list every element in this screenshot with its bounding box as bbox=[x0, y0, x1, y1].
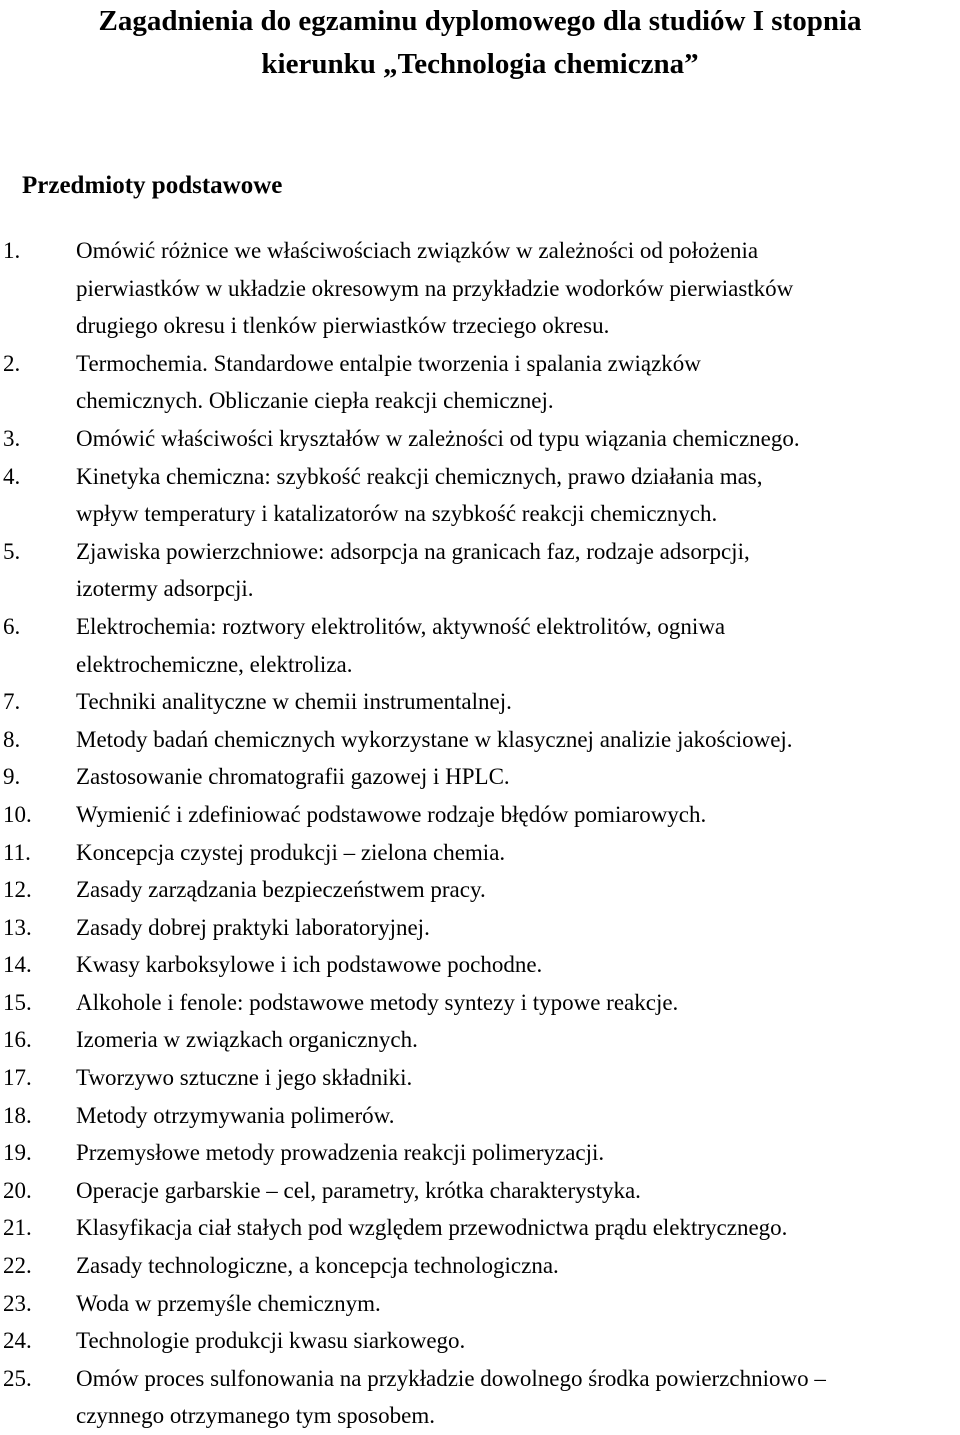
list-item-text-line: Alkohole i fenole: podstawowe metody syntezy i typowe reakcje. bbox=[76, 989, 679, 1015]
list-item bbox=[0, 232, 960, 345]
list-item-text-line: drugiego okresu i tlenków pierwiastków trzeciego okresu. bbox=[76, 313, 610, 339]
list-item-text-line: izotermy adsorpcji. bbox=[76, 576, 254, 602]
list-item-text-line: Zasady dobrej praktyki laboratoryjnej. bbox=[76, 914, 430, 940]
list-item-number: 21. bbox=[3, 1215, 32, 1241]
list-item bbox=[0, 458, 960, 533]
list-item bbox=[0, 1059, 960, 1097]
list-item-number: 8. bbox=[3, 726, 21, 752]
list-item-number: 1. bbox=[3, 238, 21, 263]
list-item-text-line: Omówić różnice we właściwościach związków w zależności od położenia bbox=[76, 238, 759, 263]
list-item bbox=[0, 909, 960, 947]
list-item-number: 7. bbox=[3, 689, 21, 715]
list-item-number: 20. bbox=[3, 1177, 32, 1203]
section-heading: Przedmioty podstawowe bbox=[22, 172, 283, 199]
list-item-text-line: Zasady technologiczne, a koncepcja technologiczna. bbox=[76, 1253, 559, 1279]
list-item bbox=[0, 758, 960, 796]
list-item bbox=[0, 420, 960, 458]
list-item bbox=[0, 834, 960, 872]
list-item bbox=[0, 1021, 960, 1059]
list-item-number: 17. bbox=[3, 1065, 32, 1091]
list-item-text-line: Zjawiska powierzchniowe: adsorpcja na granicach faz, rodzaje adsorpcji, bbox=[76, 538, 750, 564]
list-item-number: 14. bbox=[3, 952, 32, 978]
list-item-text-line: Tworzywo sztuczne i jego składniki. bbox=[76, 1065, 413, 1091]
list-item-number: 25. bbox=[3, 1365, 32, 1391]
list-item-number: 2. bbox=[3, 350, 21, 376]
list-item bbox=[0, 345, 960, 420]
list-item-text-line: Koncepcja czystej produkcji – zielona chemia. bbox=[76, 839, 506, 865]
list-item-text-line: Termochemia. Standardowe entalpie tworzenia i spalania związków bbox=[76, 350, 701, 376]
list-item-text-line: Zastosowanie chromatografii gazowej i HPLC. bbox=[76, 764, 510, 790]
exam-topics-list bbox=[0, 232, 960, 1435]
list-item-number: 22. bbox=[3, 1253, 32, 1279]
document-title bbox=[0, 0, 960, 86]
list-item-text-line: Kwasy karboksylowe i ich podstawowe pochodne. bbox=[76, 952, 543, 978]
list-item bbox=[0, 683, 960, 721]
list-item-text-line: Woda w przemyśle chemicznym. bbox=[76, 1290, 381, 1316]
list-item-number: 23. bbox=[3, 1290, 32, 1316]
list-item-text-line: Klasyfikacja ciał stałych pod względem przewodnictwa prądu elektrycznego. bbox=[76, 1215, 788, 1241]
list-item bbox=[0, 946, 960, 984]
list-item bbox=[0, 1172, 960, 1210]
list-item-text-line: Metody badań chemicznych wykorzystane w klasycznej analizie jakościowej. bbox=[76, 726, 793, 752]
list-item bbox=[0, 1247, 960, 1285]
list-item-text-line: Przemysłowe metody prowadzenia reakcji polimeryzacji. bbox=[76, 1140, 605, 1166]
list-item bbox=[0, 984, 960, 1022]
list-item-text-line: Elektrochemia: roztwory elektrolitów, aktywność elektrolitów, ogniwa bbox=[76, 613, 726, 639]
list-item bbox=[0, 1097, 960, 1135]
list-item-number: 3. bbox=[3, 425, 21, 451]
list-item-text-line: chemicznych. Obliczanie ciepła reakcji chemicznej. bbox=[76, 388, 554, 414]
list-item-text-line: Izomeria w związkach organicznych. bbox=[76, 1027, 418, 1053]
list-item-text-line: Kinetyka chemiczna: szybkość reakcji chemicznych, prawo działania mas, bbox=[76, 463, 763, 489]
list-item-text-line: Metody otrzymywania polimerów. bbox=[76, 1102, 395, 1128]
list-item bbox=[0, 1134, 960, 1172]
list-item-number: 19. bbox=[3, 1140, 32, 1166]
list-item-number: 15. bbox=[3, 989, 32, 1015]
list-item-text-line: elektrochemiczne, elektroliza. bbox=[76, 651, 353, 677]
list-item-text-line: Omówić właściwości kryształów w zależności od typu wiązania chemicznego. bbox=[76, 425, 800, 451]
list-item bbox=[0, 721, 960, 759]
list-item-text-line: wpływ temperatury i katalizatorów na szybkość reakcji chemicznych. bbox=[76, 501, 718, 527]
list-item-text-line: Operacje garbarskie – cel, parametry, krótka charakterystyka. bbox=[76, 1177, 641, 1203]
list-item-number: 11. bbox=[3, 839, 31, 865]
list-item bbox=[0, 1360, 960, 1435]
list-item-text-line: pierwiastków w układzie okresowym na przykładzie wodorków pierwiastków bbox=[76, 275, 794, 301]
list-item-number: 24. bbox=[3, 1328, 32, 1354]
list-item-text-line: czynnego otrzymanego tym sposobem. bbox=[76, 1403, 435, 1429]
list-item-number: 18. bbox=[3, 1102, 32, 1128]
list-item-number: 16. bbox=[3, 1027, 32, 1053]
document-title-line-1: Zagadnienia do egzaminu dyplomowego dla studiów I stopnia bbox=[98, 5, 862, 37]
list-item-number: 4. bbox=[3, 463, 21, 489]
list-item-number: 9. bbox=[3, 764, 21, 790]
list-item bbox=[0, 1285, 960, 1323]
list-item-number: 10. bbox=[3, 801, 32, 827]
list-item bbox=[0, 608, 960, 683]
list-item bbox=[0, 1322, 960, 1360]
list-item bbox=[0, 1209, 960, 1247]
list-item bbox=[0, 533, 960, 608]
list-item-text-line: Wymienić i zdefiniować podstawowe rodzaje błędów pomiarowych. bbox=[76, 801, 707, 827]
list-item-text-line: Zasady zarządzania bezpieczeństwem pracy. bbox=[76, 877, 486, 903]
document-title-line-2: kierunku „Technologia chemiczna” bbox=[261, 48, 699, 80]
list-item bbox=[0, 871, 960, 909]
list-item-number: 12. bbox=[3, 877, 32, 903]
list-item-text-line: Technologie produkcji kwasu siarkowego. bbox=[76, 1328, 466, 1354]
list-item-number: 13. bbox=[3, 914, 32, 940]
list-item-number: 6. bbox=[3, 613, 21, 639]
list-item-text-line: Techniki analityczne w chemii instrumentalnej. bbox=[76, 689, 512, 715]
list-item-text-line: Omów proces sulfonowania na przykładzie dowolnego środka powierzchniowo – bbox=[76, 1365, 826, 1391]
list-item-number: 5. bbox=[3, 538, 21, 564]
list-item bbox=[0, 796, 960, 834]
